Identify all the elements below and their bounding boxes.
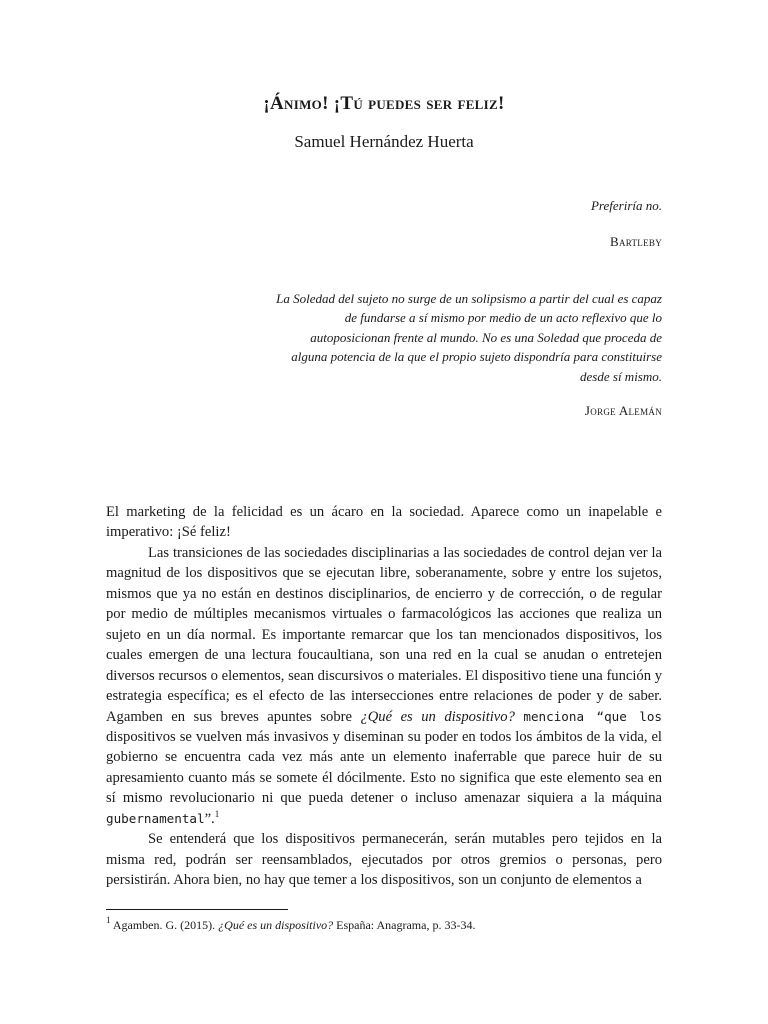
- paragraph-2-text-cont: dispositivos se vuelven más invasivos y diseminan su poder en todos los ámbitos de la vida, el gobierno se encuentra cada vez más ante un elemento inaferrable que parece huir de su apresamiento cuanto más se somete él dócilmente. Esto no significa que este elemento sea en sí mismo revolucionario ni que pueda detener o incluso amenazar siquiera a la máquina: [106, 728, 662, 807]
- paragraph-3: Se entenderá que los dispositivos permanecerán, serán mutables pero tejidos en la misma red, podrán ser reensamblados, ejecutados por otros gremios o personas, pero persistirán. Ahora bien, no hay que temer a los dispositivos, son un conjunto de elementos a: [106, 831, 662, 889]
- document-title: [0, 93, 768, 115]
- epigraph-2-line: autoposicionan frente al mundo. No es una Soledad que proceda de: [310, 329, 662, 345]
- body-text: [106, 502, 662, 891]
- epigraph-2-line: La Soledad del sujeto no surge de un solipsismo a partir del cual es capaz: [276, 291, 662, 306]
- epigraph-2-line: alguna potencia de la que el propio sujeto dispondría para constituirse: [291, 349, 662, 365]
- epigraph-2-quote: [276, 289, 662, 386]
- footnote-divider: [106, 909, 288, 910]
- footnote-reference[interactable]: 1: [214, 808, 220, 819]
- epigraph-1-attribution: Bartleby: [609, 234, 662, 249]
- footnote: [106, 917, 662, 933]
- quoted-text-mono: menciona “que los: [523, 708, 662, 724]
- footnote-citation: Agamben. G. (2015).: [112, 918, 216, 932]
- paragraph-2: [106, 543, 662, 829]
- footnote-work-title: ¿Qué es un dispositivo?: [218, 918, 334, 932]
- cited-work-title: ¿Qué es un dispositivo?: [360, 708, 515, 725]
- quoted-text-mono-end: gubernamental: [106, 810, 205, 826]
- epigraph-2-line: de fundarse a sí mismo por medio de un acto reflexivo que lo: [344, 310, 662, 326]
- paragraph-2-text: Las transiciones de las sociedades disciplinarias a las sociedades de control dejan ver la magnitud de los dispositivos que se ejecutan libre, soberanamente, sobre y entre los sujetos, mismos que ya no están en destinos disciplinarios, de encierro y de corrección, o de regular por medio de múltiples mecanismos virtuales o farmacológicos las acciones que realiza un sujeto en un día normal. Es importante remarcar que los tan mencionados dispositivos, los cuales emergen de una lectura foucaultiana, son una red en la cual se anudan o entretejen diversos recursos o elementos, sean discursivos o materiales. El dispositivo tiene una función y estrategia específica; es el efecto de las intersecciones entre relaciones de poder y de saber. Agamben en sus breves apuntes sobre: [106, 544, 662, 725]
- footnote-publisher: España: Anagrama, p. 33-34.: [336, 918, 476, 932]
- paragraph-1: El marketing de la felicidad es un ácaro en la sociedad. Aparece como un inapelable e imperativo: ¡Sé feliz!: [106, 504, 662, 541]
- epigraph-2-attribution: Jorge Alemán: [584, 403, 662, 418]
- footnote-number: 1: [106, 915, 111, 925]
- author-name: Samuel Hernández Huerta: [294, 132, 474, 151]
- epigraph-2-line: desde sí mismo.: [580, 368, 662, 384]
- title-text: ¡Ánimo! ¡Tú puedes ser feliz!: [263, 93, 505, 114]
- closing-quote: ”.: [204, 810, 215, 827]
- epigraph-1-quote: Preferiría no.: [590, 198, 662, 213]
